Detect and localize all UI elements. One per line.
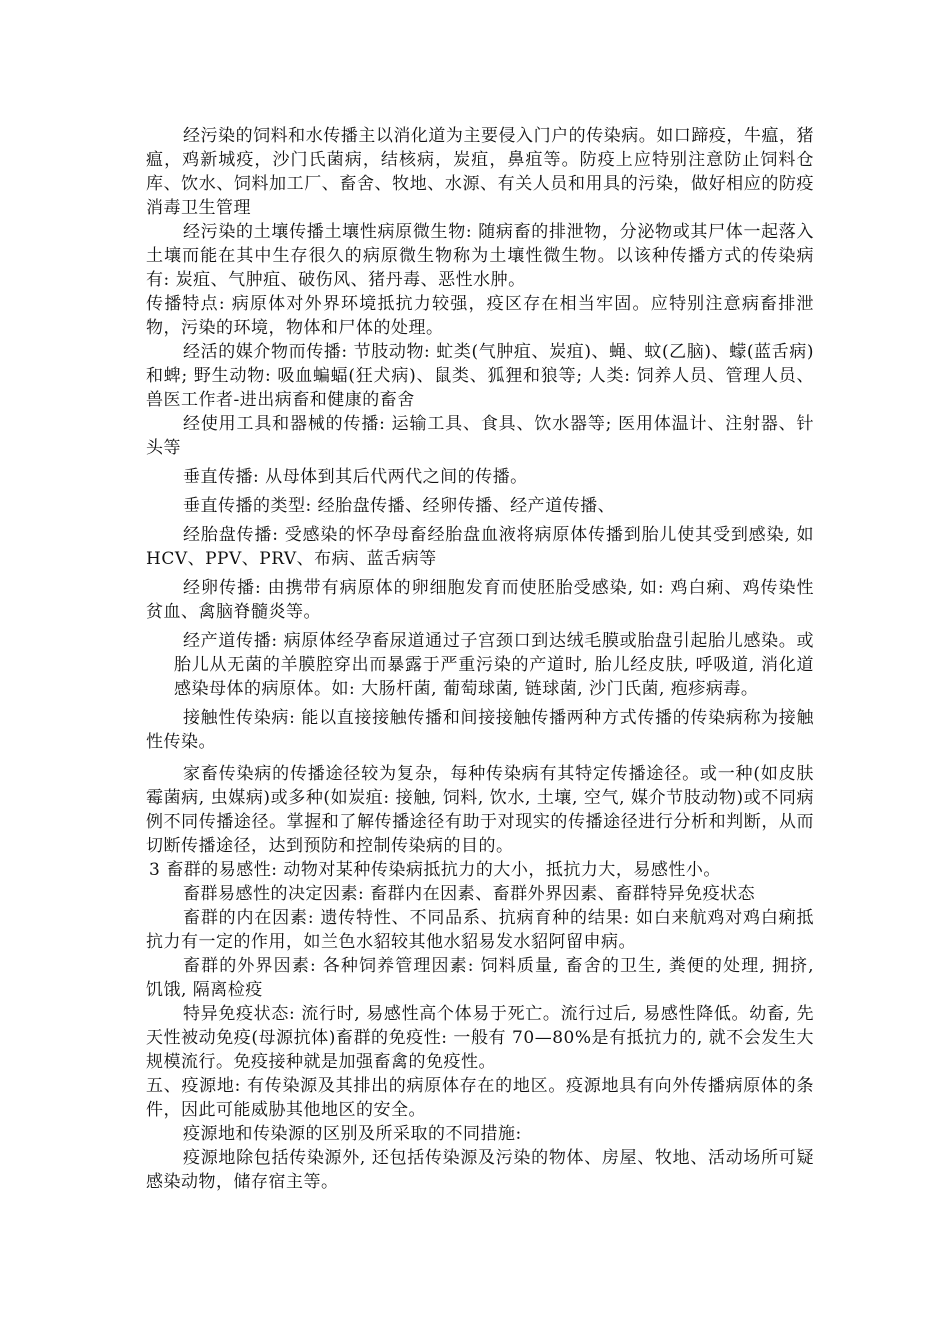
paragraph-focus-vs-source-heading: 疫源地和传染源的区别及所采取的不同措施: (183, 1124, 522, 1144)
paragraph-vertical-transmission: 垂直传播: 从母体到其后代两代之间的传播。 (183, 467, 528, 487)
paragraph-transmission-features: 传播特点: 病原体对外界环境抵抗力较强，疫区存在相当牢固。应特别注意病畜排泄物，污染的环境，物体和尸体的处理。 (146, 294, 814, 338)
paragraph-susceptibility-factors: 畜群易感性的决定因素: 畜群内在因素、畜群外界因素、畜群特异免疫状态 (183, 884, 756, 904)
paragraph-placental-transmission: 经胎盘传播: 受感染的怀孕母畜经胎盘血液将病原体传播到胎儿使其受到感染, 如HCV、PPV、PRV、布病、蓝舌病等 (146, 525, 814, 569)
section-herd-susceptibility: 3 畜群的易感性: 动物对某种传染病抵抗力的大小，抵抗力大，易感性小。 (149, 860, 721, 880)
paragraph-contact-infection: 接触性传染病: 能以直接接触传播和间接接触传播两种方式传播的传染病称为接触性传染。 (146, 708, 814, 752)
paragraph-focus-scope: 疫源地除包括传染源外, 还包括传染源及污染的物体、房屋、牧地、活动场所可疑感染动物，储存宿主等。 (146, 1148, 814, 1192)
section-epidemic-focus: 五、疫源地: 有传染源及其排出的病原体存在的地区。疫源地具有向外传播病原体的条件，因此可能威胁其他地区的安全。 (146, 1076, 814, 1120)
paragraph-internal-factors: 畜群的内在因素: 遗传特性、不同品系、抗病育种的结果: 如白来航鸡对鸡白痢抵抗力有一定的作用，如兰色水貂较其他水貂易发水貂阿留申病。 (146, 908, 814, 952)
paragraph-specific-immunity: 特异免疫状态: 流行时, 易感性高个体易于死亡。流行过后, 易感性降低。幼畜, 先天性被动免疫(母源抗体)畜群的免疫性: 一般有 70—80%是有抵抗力的, 就不会发生大规模流行。免疫接种就是加强畜禽的免疫性。 (146, 1004, 814, 1072)
paragraph-transmission-routes-summary: 家畜传染病的传播途径较为复杂，每种传染病有其特定传播途径。或一种(如皮肤霉菌病, 虫媒病)或多种(如炭疽: 接触, 饲料, 饮水, 土壤, 空气, 媒介节肢动物)或不同病例不同传播途径。掌握和了解传播途径有助于对现实的传播途径进行分析和判断，从而切断传播途径，达到预防和控制传染病的目的。 (146, 764, 814, 856)
paragraph-tools-instruments-transmission: 经使用工具和器械的传播: 运输工具、食具、饮水器等; 医用体温计、注射器、针头等 (146, 414, 814, 458)
paragraph-vertical-transmission-types: 垂直传播的类型: 经胎盘传播、经卵传播、经产道传播、 (183, 496, 616, 516)
document-body (146, 124, 814, 1194)
paragraph-external-factors: 畜群的外界因素: 各种饲养管理因素: 饲料质量, 畜舍的卫生, 粪便的处理, 拥挤, 饥饿, 隔离检疫 (146, 956, 814, 1000)
paragraph-birth-canal-transmission: 经产道传播: 病原体经孕畜尿道通过子宫颈口到达绒毛膜或胎盘引起胎儿感染。或胎儿从无菌的羊膜腔穿出而暴露于严重污染的产道时, 胎儿经皮肤, 呼吸道, 消化道感染母体的病原体。如: 大肠杆菌, 葡萄球菌, 链球菌, 沙门氏菌, 疱疹病毒。 (174, 631, 814, 699)
paragraph-feed-water-transmission: 经污染的饲料和水传播主以消化道为主要侵入门户的传染病。如口蹄疫，牛瘟，猪瘟，鸡新城疫，沙门氏菌病，结核病，炭疽，鼻疽等。防疫上应特别注意防止饲料仓库、饮水、饲料加工厂、畜舍、牧地、水源、有关人员和用具的污染，做好相应的防疫消毒卫生管理 (146, 126, 814, 218)
paragraph-egg-transmission: 经卵传播: 由携带有病原体的卵细胞发育而使胚胎受感染, 如: 鸡白痢、鸡传染性贫血、禽脑脊髓炎等。 (146, 578, 814, 622)
paragraph-living-vector-transmission: 经活的媒介物而传播: 节肢动物: 虻类(气肿疽、炭疽)、蝇、蚊(乙脑)、蠓(蓝舌病)和蜱; 野生动物: 吸血蝙蝠(狂犬病)、鼠类、狐狸和狼等; 人类: 饲养人员、管理人员、兽医工作者-进出病畜和健康的畜舍 (146, 342, 814, 410)
paragraph-soil-transmission: 经污染的土壤传播土壤性病原微生物: 随病畜的排泄物，分泌物或其尸体一起落入土壤而能在其中生存很久的病原微生物称为土壤性微生物。以该种传播方式的传染病有: 炭疽、气肿疽、破伤风、猪丹毒、恶性水肿。 (146, 222, 814, 290)
